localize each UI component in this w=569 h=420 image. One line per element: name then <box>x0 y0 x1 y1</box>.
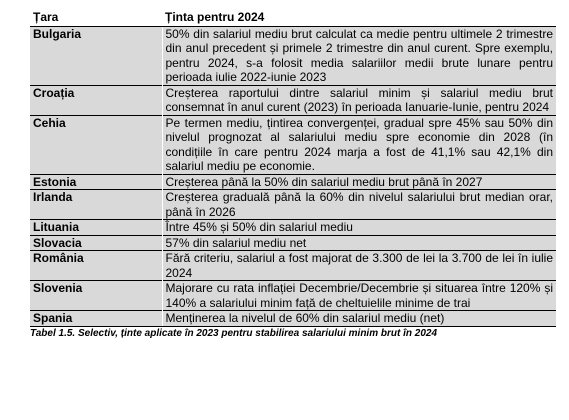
table-row <box>30 85 556 115</box>
row-target: Menținerea la nivelul de 60% din salariul mediu (net) <box>162 311 556 327</box>
table-row <box>30 281 556 311</box>
table-row <box>30 174 556 190</box>
table-row <box>30 251 556 281</box>
document-page <box>30 10 553 339</box>
row-target: Majorare cu rata inflației Decembrie/Decembrie și situarea între 120% și 140% a salariului minim față de cheltuielile minime de trai <box>162 281 556 311</box>
row-country: Irlanda <box>30 190 162 220</box>
table-header-row <box>30 10 556 26</box>
table-row <box>30 235 556 251</box>
row-target: Fără criteriu, salariul a fost majorat de 3.300 de lei la 3.700 de lei în iulie 2024 <box>162 251 556 281</box>
header-country: Țara <box>30 10 162 26</box>
row-country: Croația <box>30 85 162 115</box>
table-row <box>30 220 556 236</box>
row-target: Creșterea până la 50% din salariul mediu brut până în 2027 <box>162 174 556 190</box>
table-caption: Tabel 1.5. Selectiv, ținte aplicate în 2023 pentru stabilirea salariului minim brut în 2024 <box>30 327 438 339</box>
row-country: Spania <box>30 311 162 327</box>
row-country: Estonia <box>30 174 162 190</box>
row-country: Slovacia <box>30 235 162 251</box>
row-target: Pe termen mediu, țintirea convergenței, gradual spre 45% sau 50% din nivelul prognozat al salariului mediu spre economie din 2028 (în condițiile în care pentru 2024 marja a fost de 41,1% sau 42,1% din salariul mediu pe economie. <box>162 115 556 174</box>
row-target: 50% din salariul mediu brut calculat ca medie pentru ultimele 2 trimestre din anul precedent și primele 2 trimestre din anul curent. Spre exemplu, pentru 2024, s-a folosit media salariilor medii brute lunare pentru perioada iulie 2022-iunie 2023 <box>162 26 556 85</box>
header-target: Ținta pentru 2024 <box>162 10 556 26</box>
table-row <box>30 115 556 174</box>
row-target: Creșterea graduală până la 60% din nivelul salariului brut median orar, până în 2026 <box>162 190 556 220</box>
minimum-wage-targets-table <box>30 10 556 327</box>
row-country: Slovenia <box>30 281 162 311</box>
row-country: Bulgaria <box>30 26 162 85</box>
table-row <box>30 190 556 220</box>
row-target: Creșterea raportului dintre salariul minim și salariul mediu brut consemnat în anul curent (2023) în perioada Ianuarie-Iunie, pentru 2024 <box>162 85 556 115</box>
table-row <box>30 311 556 327</box>
row-target: Între 45% și 50% din salariul mediu <box>162 220 556 236</box>
row-country: Lituania <box>30 220 162 236</box>
row-target: 57% din salariul mediu net <box>162 235 556 251</box>
row-country: Cehia <box>30 115 162 174</box>
row-country: România <box>30 251 162 281</box>
table-row <box>30 26 556 85</box>
